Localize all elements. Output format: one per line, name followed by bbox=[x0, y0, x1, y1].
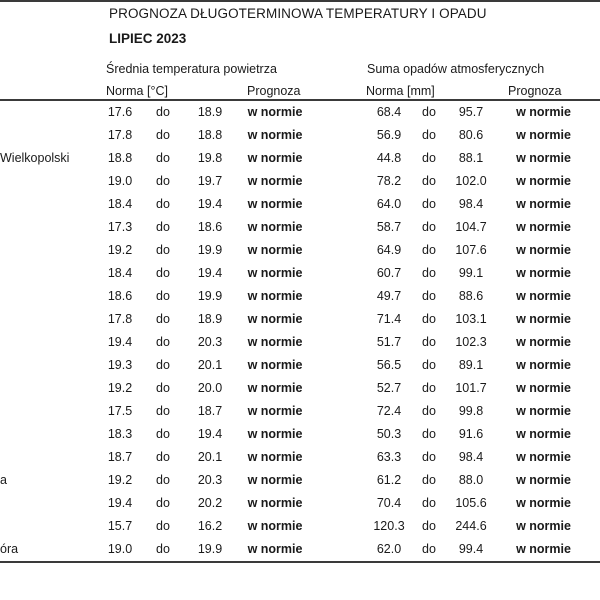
temp-norm-high: 16.2 bbox=[197, 519, 223, 533]
group-header-precipitation: Suma opadów atmosferycznych bbox=[367, 62, 545, 76]
temp-norm-high: 19.4 bbox=[197, 427, 223, 441]
range-separator: do bbox=[156, 197, 170, 211]
precip-norm-low: 50.3 bbox=[376, 427, 402, 441]
precip-norm-low: 70.4 bbox=[376, 496, 402, 510]
precip-norm-high: 102.0 bbox=[455, 174, 487, 188]
precip-norm-low: 72.4 bbox=[376, 404, 402, 418]
temp-norm-low: 18.4 bbox=[107, 266, 133, 280]
precip-norm-low: 61.2 bbox=[376, 473, 402, 487]
temp-norm-low: 18.7 bbox=[107, 450, 133, 464]
precip-forecast: w normie bbox=[516, 450, 571, 464]
precip-norm-low: 62.0 bbox=[376, 542, 402, 556]
table-row bbox=[0, 170, 600, 193]
temp-norm-high: 20.2 bbox=[197, 496, 223, 510]
precip-norm-high: 88.1 bbox=[458, 151, 484, 165]
range-separator: do bbox=[422, 542, 436, 556]
column-header-precip-norma: Norma [mm] bbox=[366, 84, 435, 98]
precip-norm-high: 98.4 bbox=[458, 197, 484, 211]
precip-norm-high: 105.6 bbox=[455, 496, 487, 510]
temp-norm-high: 19.9 bbox=[197, 243, 223, 257]
table-row bbox=[0, 469, 600, 492]
precip-norm-low: 58.7 bbox=[376, 220, 402, 234]
temp-norm-low: 17.8 bbox=[107, 128, 133, 142]
temp-norm-high: 20.3 bbox=[197, 473, 223, 487]
precip-norm-high: 244.6 bbox=[455, 519, 487, 533]
range-separator: do bbox=[422, 473, 436, 487]
range-separator: do bbox=[156, 151, 170, 165]
range-separator: do bbox=[422, 312, 436, 326]
precip-forecast: w normie bbox=[516, 473, 571, 487]
range-separator: do bbox=[156, 519, 170, 533]
precip-norm-low: 49.7 bbox=[376, 289, 402, 303]
precip-norm-high: 91.6 bbox=[458, 427, 484, 441]
temp-norm-high: 18.9 bbox=[197, 312, 223, 326]
precip-forecast: w normie bbox=[516, 404, 571, 418]
range-separator: do bbox=[156, 381, 170, 395]
precip-norm-low: 56.9 bbox=[376, 128, 402, 142]
precip-forecast: w normie bbox=[516, 519, 571, 533]
city-label: a bbox=[0, 473, 7, 487]
temp-norm-high: 18.8 bbox=[197, 128, 223, 142]
temp-norm-high: 19.8 bbox=[197, 151, 223, 165]
temp-forecast: w normie bbox=[247, 473, 303, 487]
precip-forecast: w normie bbox=[516, 128, 571, 142]
table-row bbox=[0, 147, 600, 170]
precip-norm-high: 80.6 bbox=[458, 128, 484, 142]
temp-norm-low: 19.2 bbox=[107, 381, 133, 395]
table-row bbox=[0, 446, 600, 469]
range-separator: do bbox=[156, 542, 170, 556]
precip-forecast: w normie bbox=[516, 312, 571, 326]
temp-norm-low: 15.7 bbox=[107, 519, 133, 533]
precip-forecast: w normie bbox=[516, 243, 571, 257]
precip-forecast: w normie bbox=[516, 151, 571, 165]
temp-norm-low: 18.3 bbox=[107, 427, 133, 441]
temp-forecast: w normie bbox=[247, 220, 303, 234]
temp-norm-low: 17.8 bbox=[107, 312, 133, 326]
table-row bbox=[0, 377, 600, 400]
precip-forecast: w normie bbox=[516, 174, 571, 188]
precip-norm-high: 104.7 bbox=[455, 220, 487, 234]
range-separator: do bbox=[422, 289, 436, 303]
table-row bbox=[0, 538, 600, 561]
temp-forecast: w normie bbox=[247, 358, 303, 372]
table-row bbox=[0, 515, 600, 538]
precip-norm-high: 107.6 bbox=[455, 243, 487, 257]
range-separator: do bbox=[156, 335, 170, 349]
temp-forecast: w normie bbox=[247, 427, 303, 441]
precip-norm-low: 60.7 bbox=[376, 266, 402, 280]
temp-norm-low: 19.2 bbox=[107, 473, 133, 487]
range-separator: do bbox=[156, 358, 170, 372]
temp-norm-high: 19.4 bbox=[197, 197, 223, 211]
temp-norm-high: 19.7 bbox=[197, 174, 223, 188]
temp-forecast: w normie bbox=[247, 519, 303, 533]
range-separator: do bbox=[156, 174, 170, 188]
table-row bbox=[0, 285, 600, 308]
temp-norm-high: 18.6 bbox=[197, 220, 223, 234]
precip-norm-low: 71.4 bbox=[376, 312, 402, 326]
temp-norm-high: 19.4 bbox=[197, 266, 223, 280]
temp-norm-low: 17.6 bbox=[107, 105, 133, 119]
precip-norm-low: 120.3 bbox=[373, 519, 405, 533]
precip-norm-low: 52.7 bbox=[376, 381, 402, 395]
range-separator: do bbox=[422, 404, 436, 418]
precip-norm-low: 78.2 bbox=[376, 174, 402, 188]
temp-forecast: w normie bbox=[247, 404, 303, 418]
precip-norm-high: 99.4 bbox=[458, 542, 484, 556]
city-label: óra bbox=[0, 542, 19, 556]
range-separator: do bbox=[422, 220, 436, 234]
range-separator: do bbox=[422, 358, 436, 372]
temp-norm-low: 19.4 bbox=[107, 335, 133, 349]
precip-norm-high: 101.7 bbox=[455, 381, 487, 395]
temp-forecast: w normie bbox=[247, 335, 303, 349]
temp-norm-high: 20.1 bbox=[197, 358, 223, 372]
precip-norm-high: 102.3 bbox=[455, 335, 487, 349]
bottom-rule bbox=[0, 561, 600, 563]
temp-norm-low: 18.8 bbox=[107, 151, 133, 165]
temp-forecast: w normie bbox=[247, 174, 303, 188]
temp-norm-high: 18.9 bbox=[197, 105, 223, 119]
temp-norm-high: 20.3 bbox=[197, 335, 223, 349]
temp-norm-high: 19.9 bbox=[197, 289, 223, 303]
precip-forecast: w normie bbox=[516, 381, 571, 395]
range-separator: do bbox=[156, 473, 170, 487]
temp-norm-low: 17.5 bbox=[107, 404, 133, 418]
temp-forecast: w normie bbox=[247, 243, 303, 257]
temp-forecast: w normie bbox=[247, 450, 303, 464]
precip-forecast: w normie bbox=[516, 358, 571, 372]
precip-forecast: w normie bbox=[516, 220, 571, 234]
temp-norm-low: 19.3 bbox=[107, 358, 133, 372]
range-separator: do bbox=[422, 381, 436, 395]
range-separator: do bbox=[156, 427, 170, 441]
precip-norm-high: 95.7 bbox=[458, 105, 484, 119]
precip-norm-low: 64.0 bbox=[376, 197, 402, 211]
temp-forecast: w normie bbox=[247, 128, 303, 142]
precip-norm-high: 88.0 bbox=[458, 473, 484, 487]
precip-forecast: w normie bbox=[516, 496, 571, 510]
range-separator: do bbox=[156, 243, 170, 257]
table-row bbox=[0, 262, 600, 285]
table-row bbox=[0, 400, 600, 423]
range-separator: do bbox=[422, 197, 436, 211]
temp-norm-low: 19.4 bbox=[107, 496, 133, 510]
precip-norm-high: 99.8 bbox=[458, 404, 484, 418]
table-row bbox=[0, 239, 600, 262]
temp-norm-high: 20.1 bbox=[197, 450, 223, 464]
table-row bbox=[0, 193, 600, 216]
temp-norm-low: 19.0 bbox=[107, 174, 133, 188]
precip-forecast: w normie bbox=[516, 289, 571, 303]
range-separator: do bbox=[422, 105, 436, 119]
range-separator: do bbox=[422, 450, 436, 464]
precip-norm-low: 63.3 bbox=[376, 450, 402, 464]
precip-norm-low: 68.4 bbox=[376, 105, 402, 119]
table-row bbox=[0, 124, 600, 147]
precip-norm-high: 99.1 bbox=[458, 266, 484, 280]
precip-forecast: w normie bbox=[516, 542, 571, 556]
temp-norm-low: 19.2 bbox=[107, 243, 133, 257]
group-header-temperature: Średnia temperatura powietrza bbox=[106, 62, 277, 76]
range-separator: do bbox=[156, 220, 170, 234]
column-header-precip-prognoza: Prognoza bbox=[508, 84, 562, 98]
temp-forecast: w normie bbox=[247, 496, 303, 510]
range-separator: do bbox=[422, 243, 436, 257]
temp-norm-high: 19.9 bbox=[197, 542, 223, 556]
table-row bbox=[0, 216, 600, 239]
table-row bbox=[0, 101, 600, 124]
table-row bbox=[0, 354, 600, 377]
range-separator: do bbox=[156, 450, 170, 464]
temp-forecast: w normie bbox=[247, 105, 303, 119]
temp-forecast: w normie bbox=[247, 381, 303, 395]
temp-norm-high: 18.7 bbox=[197, 404, 223, 418]
range-separator: do bbox=[422, 496, 436, 510]
temp-forecast: w normie bbox=[247, 151, 303, 165]
precip-forecast: w normie bbox=[516, 105, 571, 119]
page-title: PROGNOZA DŁUGOTERMINOWA TEMPERATURY I OPADU bbox=[109, 6, 487, 21]
precip-norm-low: 56.5 bbox=[376, 358, 402, 372]
range-separator: do bbox=[156, 289, 170, 303]
range-separator: do bbox=[156, 105, 170, 119]
column-header-temp-norma: Norma [°C] bbox=[106, 84, 168, 98]
precip-norm-high: 98.4 bbox=[458, 450, 484, 464]
precip-forecast: w normie bbox=[516, 427, 571, 441]
temp-forecast: w normie bbox=[247, 312, 303, 326]
precip-norm-high: 89.1 bbox=[458, 358, 484, 372]
temp-norm-low: 17.3 bbox=[107, 220, 133, 234]
temp-norm-high: 20.0 bbox=[197, 381, 223, 395]
range-separator: do bbox=[422, 335, 436, 349]
range-separator: do bbox=[422, 266, 436, 280]
table-row bbox=[0, 423, 600, 446]
range-separator: do bbox=[422, 174, 436, 188]
temp-norm-low: 18.6 bbox=[107, 289, 133, 303]
range-separator: do bbox=[156, 266, 170, 280]
temp-norm-low: 19.0 bbox=[107, 542, 133, 556]
precip-forecast: w normie bbox=[516, 197, 571, 211]
precip-norm-high: 88.6 bbox=[458, 289, 484, 303]
temp-norm-low: 18.4 bbox=[107, 197, 133, 211]
temp-forecast: w normie bbox=[247, 266, 303, 280]
range-separator: do bbox=[156, 404, 170, 418]
precip-norm-low: 44.8 bbox=[376, 151, 402, 165]
precip-forecast: w normie bbox=[516, 335, 571, 349]
city-label: Wielkopolski bbox=[0, 151, 70, 165]
table-row bbox=[0, 331, 600, 354]
top-rule bbox=[0, 0, 600, 2]
precip-norm-low: 51.7 bbox=[376, 335, 402, 349]
temp-forecast: w normie bbox=[247, 542, 303, 556]
range-separator: do bbox=[156, 496, 170, 510]
table-row bbox=[0, 492, 600, 515]
range-separator: do bbox=[156, 312, 170, 326]
table-row bbox=[0, 308, 600, 331]
range-separator: do bbox=[422, 128, 436, 142]
range-separator: do bbox=[422, 427, 436, 441]
range-separator: do bbox=[156, 128, 170, 142]
temp-forecast: w normie bbox=[247, 197, 303, 211]
range-separator: do bbox=[422, 151, 436, 165]
page-subtitle: LIPIEC 2023 bbox=[109, 31, 187, 46]
precip-norm-high: 103.1 bbox=[455, 312, 487, 326]
temp-forecast: w normie bbox=[247, 289, 303, 303]
precip-forecast: w normie bbox=[516, 266, 571, 280]
table-body bbox=[0, 101, 600, 561]
precip-norm-low: 64.9 bbox=[376, 243, 402, 257]
column-header-temp-prognoza: Prognoza bbox=[247, 84, 301, 98]
range-separator: do bbox=[422, 519, 436, 533]
